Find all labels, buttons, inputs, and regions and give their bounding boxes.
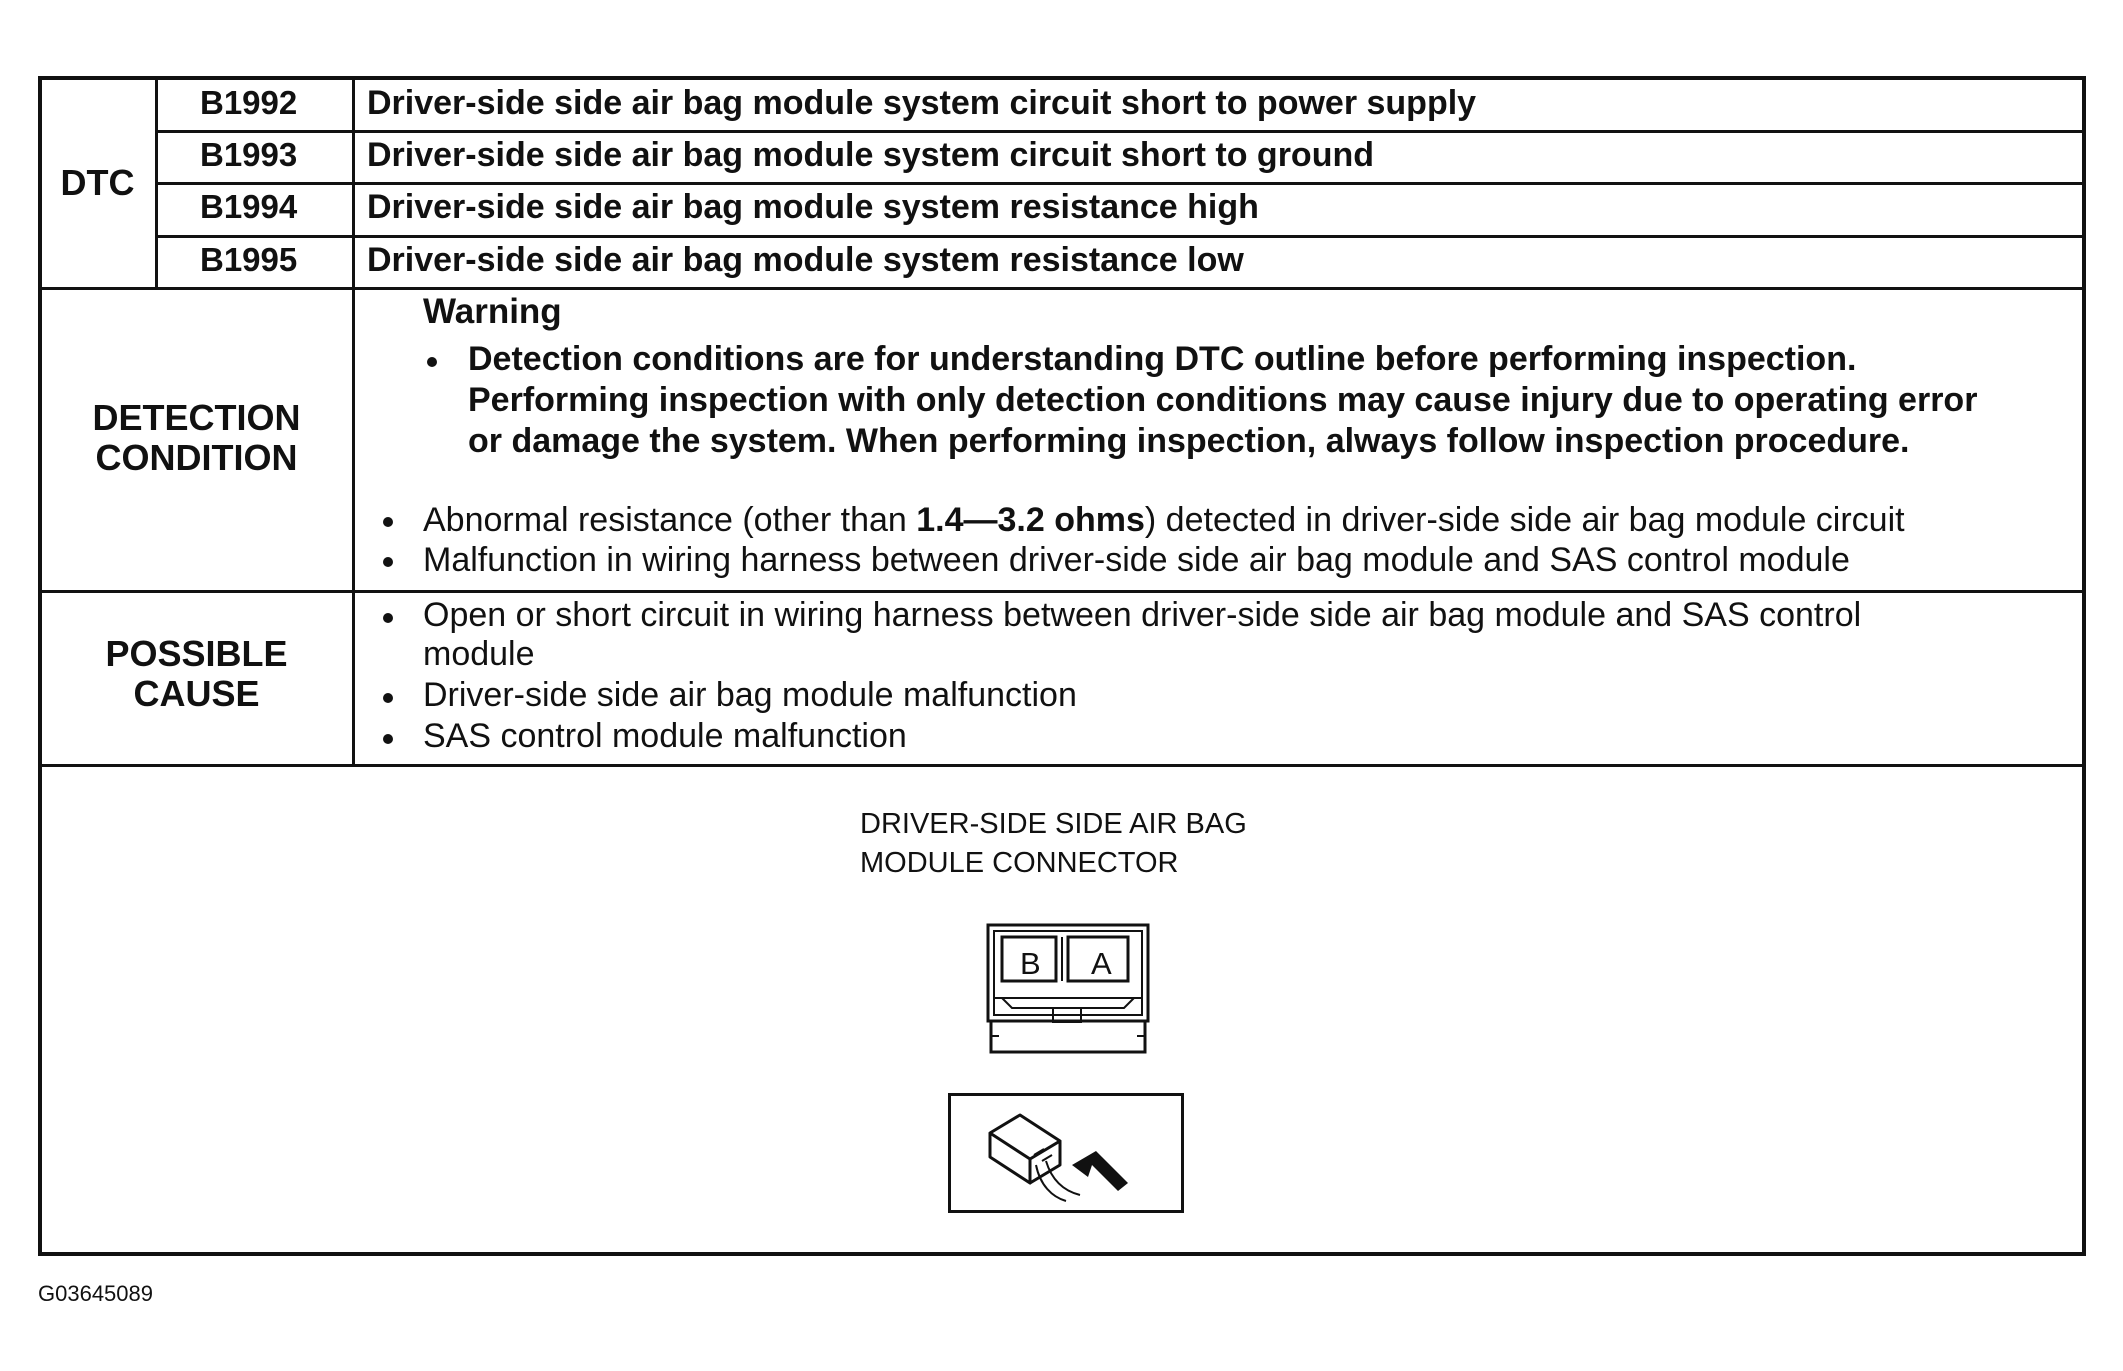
cause-item-2: Driver-side side air bag module malfunction (423, 676, 1077, 714)
row-divider-b1993 (158, 130, 2086, 133)
dtc-code-b1994: B1994 (200, 188, 298, 225)
cause-bullet-1 (383, 613, 393, 623)
cause-bullet-2 (383, 693, 393, 703)
dtc-code-b1993: B1993 (200, 136, 298, 173)
possible-cause-label-line1: POSSIBLE (105, 633, 288, 674)
possible-cause-label-line2: CAUSE (133, 673, 260, 714)
detection-label-line2: CONDITION (95, 437, 298, 478)
dtc-description-b1994: Driver-side side air bag module system resistance high (367, 188, 1259, 226)
warning-title: Warning (423, 292, 562, 331)
warning-line-3: or damage the system. When performing inspection, always follow inspection procedure. (468, 422, 1910, 460)
connector-pin-b: B (1020, 946, 1041, 981)
section-divider-cause (38, 590, 2086, 593)
detection-item-1: Abnormal resistance (other than 1.4—3.2 ohms) detected in driver-side side air bag module circuit (423, 501, 1905, 539)
dtc-description-b1995: Driver-side side air bag module system resistance low (367, 241, 1244, 279)
section-divider-connector (38, 764, 2086, 767)
dtc-description-b1992: Driver-side side air bag module system circuit short to power supply (367, 84, 1477, 122)
connector-caption-line2: MODULE CONNECTOR (860, 847, 1179, 879)
detection-item-2: Malfunction in wiring harness between driver-side side air bag module and SAS control module (423, 541, 1850, 579)
dtc-label: DTC (60, 162, 135, 203)
section-divider-detection (38, 287, 2086, 290)
dtc-code-b1992: B1992 (200, 84, 298, 121)
detection-bullet-1 (383, 517, 393, 527)
row-divider-b1994 (158, 182, 2086, 185)
warning-line-2: Performing inspection with only detection conditions may cause injury due to operating error (468, 381, 1978, 419)
row-divider-b1995 (158, 235, 2086, 238)
dtc-code-b1995: B1995 (200, 241, 298, 278)
cause-item-1-line1: Open or short circuit in wiring harness between driver-side side air bag module and SAS control (423, 596, 1862, 634)
cause-item-3: SAS control module malfunction (423, 717, 907, 755)
warning-line-1: Detection conditions are for understanding DTC outline before performing inspection. (468, 340, 1857, 378)
detection-bullet-2 (383, 557, 393, 567)
connector-pin-a: A (1091, 946, 1112, 981)
cause-bullet-3 (383, 734, 393, 744)
figure-id: G03645089 (38, 1281, 153, 1306)
harness-side-connector-icon (948, 1093, 1184, 1213)
cause-item-1-line2: module (423, 635, 535, 673)
dtc-description-b1993: Driver-side side air bag module system circuit short to ground (367, 136, 1375, 174)
warning-bullet (427, 357, 437, 367)
detection-label-line1: DETECTION (92, 397, 301, 438)
column-divider-code (155, 76, 158, 289)
connector-face-diagram (985, 920, 1160, 1060)
connector-caption-line1: DRIVER-SIDE SIDE AIR BAG (860, 808, 1247, 840)
